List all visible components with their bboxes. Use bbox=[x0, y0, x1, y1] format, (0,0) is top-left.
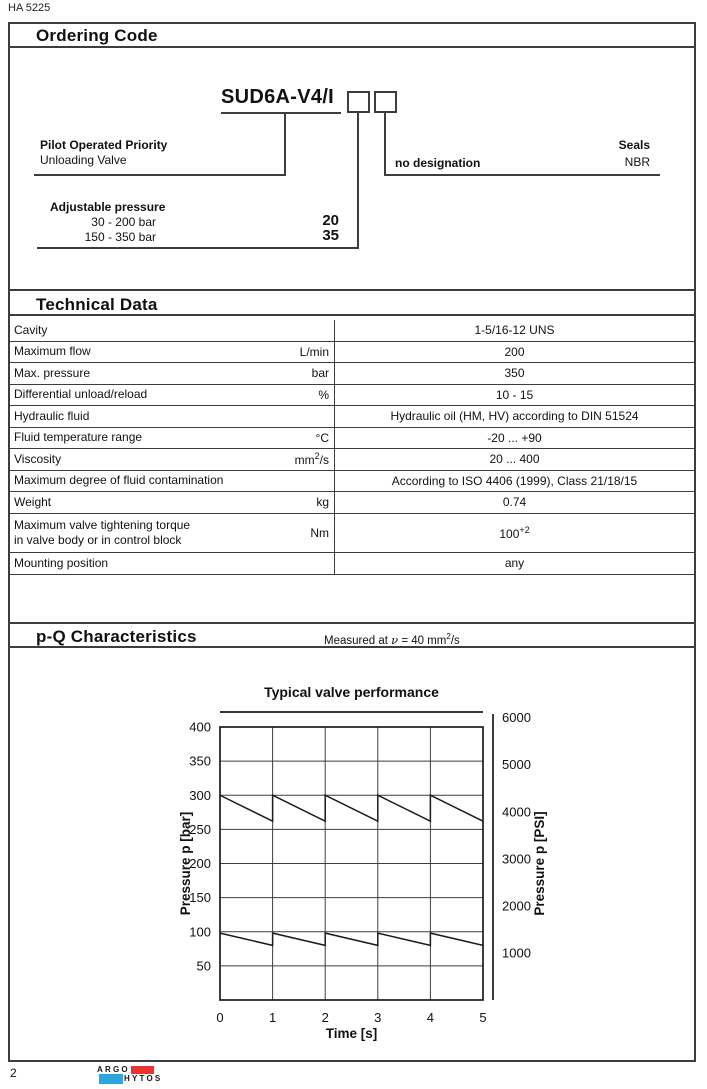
technical-data-table bbox=[10, 320, 694, 575]
parameter-value: Hydraulic oil (HM, HV) according to DIN 51524 bbox=[390, 409, 639, 424]
parameter-unit: % bbox=[318, 387, 329, 402]
xtick: 4 bbox=[426, 1010, 435, 1025]
section-title-technical: Technical Data bbox=[36, 295, 158, 314]
parameter-value: any bbox=[504, 556, 525, 571]
ytick-right: 2000 bbox=[502, 898, 531, 914]
code-box-2 bbox=[374, 91, 397, 113]
parameter-label: Differential unload/reload bbox=[14, 387, 148, 402]
section-header-pq bbox=[10, 622, 694, 648]
pressure-range-2: 150 - 350 bar bbox=[84, 230, 156, 244]
parameter-value: -20 ... +90 bbox=[487, 430, 542, 445]
y-axis-title-left: Pressure p [bar] bbox=[178, 811, 193, 916]
seals-value: NBR bbox=[624, 155, 650, 169]
ytick-right: 5000 bbox=[502, 757, 531, 773]
ytick-left: 300 bbox=[189, 787, 211, 803]
parameter-label: Weight bbox=[14, 494, 52, 509]
parameter-cell bbox=[10, 428, 335, 449]
ordering-code-text: SUD6A-V4/I bbox=[221, 86, 335, 108]
connector-box2 bbox=[384, 111, 386, 174]
parameter-value: 10 - 15 bbox=[495, 387, 534, 402]
pq-chart bbox=[152, 677, 562, 1057]
logo-argo-text: ARGO bbox=[97, 1065, 130, 1074]
ytick-right: 4000 bbox=[502, 804, 531, 820]
ytick-left: 400 bbox=[189, 719, 211, 735]
parameter-cell bbox=[10, 553, 335, 574]
parameter-value: 0.74 bbox=[502, 495, 527, 510]
parameter-unit: L/min bbox=[299, 344, 329, 359]
ytick-left: 100 bbox=[189, 924, 211, 940]
parameter-unit: Nm bbox=[310, 525, 329, 540]
pressure-code-1: 20 bbox=[322, 212, 339, 229]
x-axis-title: Time [s] bbox=[325, 1026, 378, 1041]
parameter-value: 1-5/16-12 UNS bbox=[474, 323, 555, 338]
parameter-value: 200 bbox=[504, 344, 525, 359]
adjustable-underline bbox=[37, 247, 359, 249]
section-title-pq: p-Q Characteristics bbox=[36, 627, 197, 646]
parameter-label: Maximum degree of fluid contamination bbox=[14, 473, 224, 488]
ytick-left: 50 bbox=[196, 958, 211, 974]
xtick: 0 bbox=[216, 1010, 224, 1025]
ytick-left: 200 bbox=[189, 856, 211, 871]
section-header-technical bbox=[10, 289, 694, 316]
content-frame bbox=[8, 22, 696, 1062]
section-title-ordering: Ordering Code bbox=[36, 26, 158, 45]
page-number: 2 bbox=[10, 1066, 17, 1080]
parameter-value: 350 bbox=[504, 366, 525, 381]
table-row bbox=[10, 428, 694, 450]
ytick-left: 150 bbox=[189, 890, 211, 906]
pressure-range-1: 30 - 200 bar bbox=[91, 215, 156, 229]
ytick-right: 3000 bbox=[502, 851, 531, 867]
chart-title: Typical valve performance bbox=[264, 684, 439, 700]
table-row bbox=[10, 363, 694, 385]
pilot-underline bbox=[34, 174, 286, 176]
table-row bbox=[10, 492, 694, 514]
parameter-cell bbox=[10, 471, 335, 492]
ytick-right: 6000 bbox=[502, 710, 531, 726]
logo-cyan-mark bbox=[99, 1074, 123, 1084]
ytick-right: 1000 bbox=[502, 945, 531, 961]
table-row bbox=[10, 342, 694, 364]
parameter-unit: $mm^2/s$ bbox=[294, 451, 329, 468]
pilot-label-bold: Pilot Operated Priority bbox=[40, 138, 168, 152]
parameter-label: Max. pressure bbox=[14, 365, 91, 380]
measured-at-note: Measured at ν = 40 $mm^2/s$ bbox=[324, 632, 460, 647]
parameter-cell bbox=[10, 342, 335, 363]
code-underline bbox=[221, 112, 341, 114]
doc-number: HA 5225 bbox=[8, 2, 51, 14]
pilot-label: Unloading Valve bbox=[40, 153, 127, 167]
nu-symbol: ν bbox=[391, 632, 399, 647]
parameter-cell bbox=[10, 449, 335, 470]
parameter-label: Maximum flow bbox=[14, 344, 91, 359]
xtick: 3 bbox=[374, 1010, 382, 1025]
parameter-label: Viscosity bbox=[14, 451, 62, 466]
logo-hytos-text: HYTOS bbox=[124, 1074, 163, 1083]
parameter-cell bbox=[10, 514, 335, 553]
logo-red-mark bbox=[131, 1066, 154, 1074]
pressure-code-2: 35 bbox=[322, 227, 339, 244]
table-row bbox=[10, 553, 694, 575]
connector-box1 bbox=[357, 111, 359, 247]
parameter-unit: kg bbox=[316, 495, 329, 510]
parameter-value: According to ISO 4406 (1999), Class 21/18/15 bbox=[391, 473, 638, 488]
parameter-label: Cavity bbox=[14, 322, 48, 337]
seals-underline bbox=[384, 174, 660, 176]
table-row bbox=[10, 406, 694, 428]
table-row bbox=[10, 471, 694, 493]
ytick-left: 350 bbox=[189, 753, 211, 769]
ytick-left: 250 bbox=[189, 821, 211, 837]
table-row bbox=[10, 385, 694, 407]
y-axis-title-right: Pressure p [PSI] bbox=[532, 811, 547, 916]
parameter-value: 20 ... 400 bbox=[489, 452, 540, 467]
xtick: 2 bbox=[321, 1010, 329, 1025]
table-row bbox=[10, 320, 694, 342]
parameter-unit: °C bbox=[315, 430, 329, 445]
parameter-cell bbox=[10, 320, 335, 341]
parameter-cell bbox=[10, 406, 335, 427]
parameter-label: Fluid temperature range bbox=[14, 430, 143, 445]
parameter-cell bbox=[10, 363, 335, 384]
series-line bbox=[220, 795, 483, 821]
code-box-1 bbox=[347, 91, 370, 113]
parameter-value: $100^{+2}$ bbox=[499, 524, 530, 541]
parameter-cell bbox=[10, 385, 335, 406]
no-designation-label: no designation bbox=[395, 156, 481, 170]
parameter-label: Maximum valve tightening torque in valve body or in control block bbox=[14, 517, 191, 547]
seals-label: Seals bbox=[618, 138, 650, 152]
series-line bbox=[220, 933, 483, 945]
table-row bbox=[10, 449, 694, 471]
table-row bbox=[10, 514, 694, 554]
xtick: 1 bbox=[268, 1010, 277, 1025]
section-header-ordering bbox=[10, 24, 694, 48]
parameter-unit: bar bbox=[311, 366, 329, 381]
logo-row-bottom bbox=[99, 1074, 162, 1083]
parameter-label: Mounting position bbox=[14, 555, 109, 570]
parameter-label: Hydraulic fluid bbox=[14, 408, 90, 423]
connector-code bbox=[284, 114, 286, 174]
parameter-cell bbox=[10, 492, 335, 513]
argo-hytos-logo bbox=[97, 1065, 162, 1083]
xtick: 5 bbox=[479, 1010, 487, 1025]
adjustable-pressure-title: Adjustable pressure bbox=[50, 200, 166, 214]
